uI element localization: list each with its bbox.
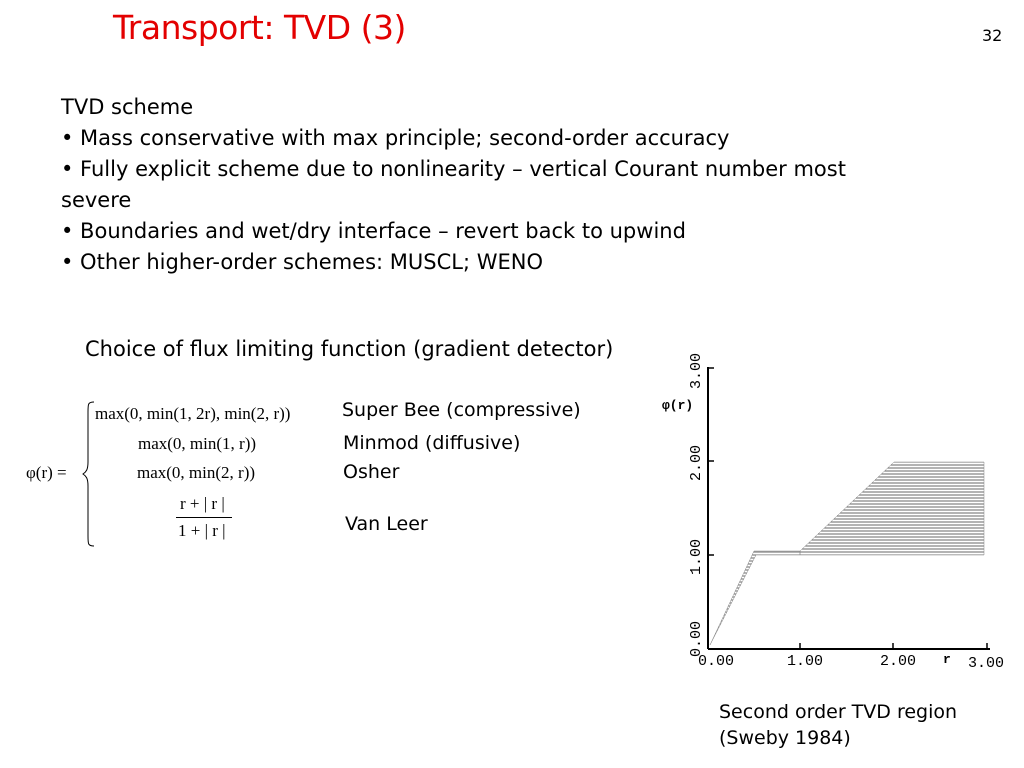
x-tick-label: 0.00 bbox=[698, 653, 735, 670]
x-tick-label: 1.00 bbox=[787, 653, 824, 670]
left-brace bbox=[82, 400, 96, 548]
y-tick-label: 2.00 bbox=[688, 444, 705, 481]
superbee-expr: max(0, min(1, 2r), min(2, r)) bbox=[95, 404, 291, 423]
vanleer-label: Van Leer bbox=[345, 513, 428, 535]
vanleer-numerator: r + | r | bbox=[180, 494, 225, 513]
vanleer-denominator: 1 + | r | bbox=[178, 521, 226, 540]
superbee-label: Super Bee (compressive) bbox=[342, 399, 581, 421]
bullet-continuation: severe bbox=[61, 188, 132, 212]
minmod-label: Minmod (diffusive) bbox=[343, 432, 521, 454]
bullet-item: • Fully explicit scheme due to nonlinearity – vertical Courant number most bbox=[61, 157, 846, 181]
figure-caption-line: Second order TVD region bbox=[719, 701, 958, 723]
figure-caption bbox=[719, 699, 957, 751]
x-tick-label: 3.00 bbox=[968, 655, 1005, 672]
osher-label: Osher bbox=[343, 461, 400, 483]
x-tick-label: 2.00 bbox=[880, 653, 917, 670]
osher-expr: max(0, min(2, r)) bbox=[137, 463, 256, 482]
slide-title: Transport: TVD (3) bbox=[113, 8, 406, 47]
figure-caption-source: (Sweby 1984) bbox=[719, 727, 851, 749]
minmod-expr: max(0, min(1, r)) bbox=[138, 434, 257, 453]
equation-lhs: φ(r) = bbox=[26, 463, 67, 482]
page-number: 32 bbox=[982, 26, 1003, 45]
y-tick-label: 0.00 bbox=[688, 620, 705, 657]
limiter-caption: Choice of flux limiting function (gradient detector) bbox=[85, 337, 614, 361]
tvd-region-upper bbox=[800, 462, 984, 555]
tvd-region-lower bbox=[710, 551, 800, 645]
fraction-bar bbox=[176, 517, 232, 518]
bullet-item: • Mass conservative with max principle; second-order accuracy bbox=[61, 126, 730, 150]
bullet-item: • Boundaries and wet/dry interface – revert back to upwind bbox=[61, 219, 686, 243]
y-tick-label: 3.00 bbox=[688, 352, 705, 389]
y-tick-label: 1.00 bbox=[688, 538, 705, 575]
x-axis-label: r bbox=[943, 652, 951, 667]
tvd-region-diagram bbox=[650, 335, 1024, 675]
heading: TVD scheme bbox=[61, 95, 194, 119]
bullet-item: • Other higher-order schemes: MUSCL; WENO bbox=[61, 250, 543, 274]
y-axis-label: φ(r) bbox=[662, 398, 694, 413]
